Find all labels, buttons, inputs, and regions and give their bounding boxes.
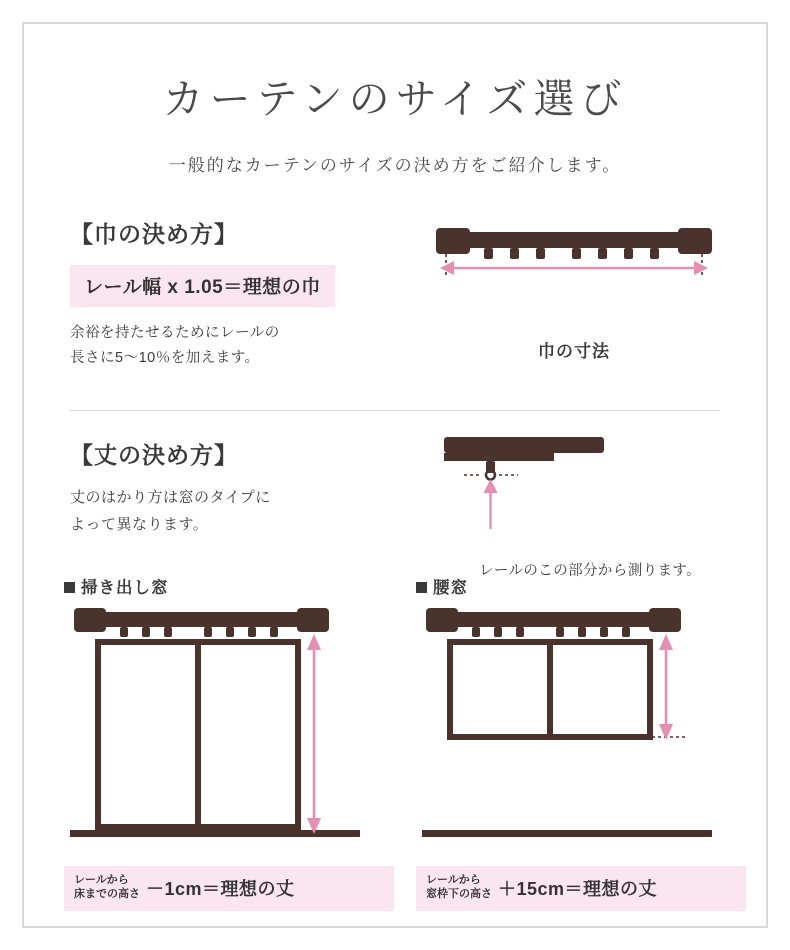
- page-subtitle: 一般的なカーテンのサイズの決め方をご紹介します。: [168, 156, 622, 175]
- koshimado-window-diagram: [416, 608, 746, 858]
- window-col-hakidashi: [64, 574, 394, 911]
- result-small-koshimado-line1: レールから: [426, 874, 481, 886]
- result-small-koshimado-line2: 窓枠下の高さ: [426, 887, 492, 900]
- width-figure-caption: 巾の寸法: [538, 342, 610, 361]
- rail-detail-figure: [414, 437, 744, 577]
- window-label-hakidashi-text: 掃き出し窓: [81, 579, 169, 597]
- bullet-square-icon: [64, 582, 75, 593]
- section-divider: [70, 410, 720, 411]
- rail-width-diagram: [424, 226, 724, 331]
- section-width-heading: 【巾の決め方】: [70, 221, 238, 247]
- length-note-line1: 丈のはかり方は窓のタイプに: [70, 489, 271, 506]
- section-length-heading: 【丈の決め方】: [70, 442, 238, 468]
- width-note-line1: 余裕を持たせるためにレールの: [70, 325, 280, 341]
- rail-width-figure: [424, 226, 724, 362]
- width-note-line2: 長さに5〜10％を加えます。: [70, 350, 260, 367]
- window-label-koshimado: [416, 574, 746, 598]
- length-note-line2: よって異なります。: [70, 516, 209, 533]
- content-frame: [22, 22, 768, 928]
- window-col-koshimado: [416, 574, 746, 911]
- window-label-hakidashi: [64, 574, 394, 598]
- width-formula-badge: レール幅 x 1.05＝理想の巾: [70, 265, 335, 307]
- rail-detail-diagram: [414, 437, 744, 577]
- result-bar-koshimado: [416, 866, 746, 911]
- section-width: [24, 216, 766, 396]
- result-small-hakidashi: [74, 874, 140, 902]
- hakidashi-window-diagram: [64, 608, 394, 858]
- result-bar-hakidashi: [64, 866, 394, 911]
- result-small-koshimado: [426, 874, 492, 902]
- page-title: カーテンのサイズ選び: [162, 76, 628, 122]
- rail-measure-note: レールのこの部分から測ります。: [479, 563, 702, 579]
- header: [24, 24, 766, 176]
- result-big-hakidashi: －1cm＝理想の丈: [146, 878, 295, 899]
- result-big-koshimado: ＋15cm＝理想の丈: [498, 878, 658, 899]
- window-comparison: [24, 574, 766, 911]
- result-small-hakidashi-line1: レールから: [74, 874, 129, 886]
- section-length: [24, 437, 766, 579]
- result-small-hakidashi-line2: 床までの高さ: [74, 887, 140, 900]
- window-label-koshimado-text: 腰窓: [433, 579, 468, 597]
- bullet-square-icon-2: [416, 582, 427, 593]
